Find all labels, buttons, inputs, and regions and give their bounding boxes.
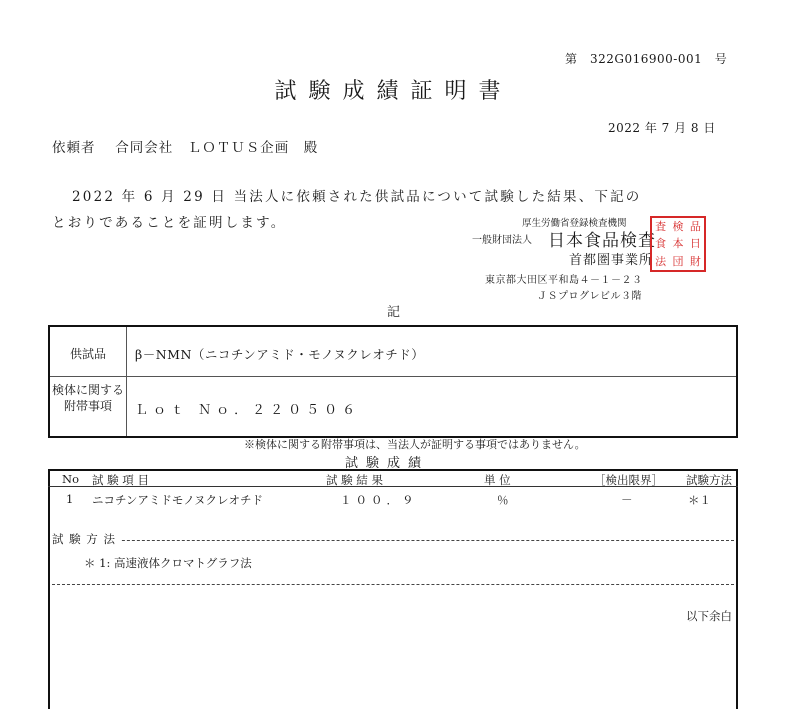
issuer-org-type: 一般財団法人 bbox=[472, 235, 532, 246]
header-no: No bbox=[62, 472, 79, 486]
row-item: ニコチンアミドモノヌクレオチド bbox=[92, 493, 264, 507]
header-limit: ［検出限界］ bbox=[594, 473, 663, 487]
sample-info-table bbox=[48, 325, 738, 438]
issue-date: 2022 年 7 月 8 日 bbox=[608, 121, 716, 135]
seal-char: 品 bbox=[689, 220, 701, 234]
method-label: 試 験 方 法 bbox=[52, 531, 120, 547]
header-method: 試験方法 bbox=[686, 473, 732, 487]
seal-char: 団 bbox=[672, 254, 684, 268]
header-item: 試 験 項 目 bbox=[92, 473, 149, 487]
seal-char: 検 bbox=[672, 220, 684, 234]
row-method: ＊１ bbox=[688, 493, 711, 507]
sample-label: 供試品 bbox=[70, 347, 107, 361]
page-title: 試験成績証明書 bbox=[274, 79, 513, 104]
row-unit: ％ bbox=[497, 493, 509, 507]
certificate-number: 第 322G016900-001 号 bbox=[565, 52, 728, 66]
header-result: 試 験 結 果 bbox=[326, 473, 383, 487]
issuer-building: ＪＳプログレビル３階 bbox=[537, 291, 642, 302]
disclaimer-note: ※検体に関する附帯事項は、当法人が証明する事項ではありません。 bbox=[244, 438, 586, 451]
seal-char: 食 bbox=[655, 237, 667, 251]
header-unit: 単 位 bbox=[484, 473, 511, 487]
seal-char: 査 bbox=[655, 220, 667, 234]
issuer-org-name: 日本食品検査 bbox=[548, 231, 656, 251]
body-text-line-2: とおりであることを証明します。 bbox=[52, 215, 287, 231]
seal-char: 日 bbox=[689, 237, 701, 251]
method-divider bbox=[52, 540, 734, 541]
seal-char: 法 bbox=[655, 254, 667, 268]
issuer-registration: 厚生労働省登録検査機関 bbox=[522, 218, 627, 229]
sample-column-divider bbox=[126, 327, 127, 436]
method-item: ＊ 1: 高速液体クロマトグラフ法 bbox=[84, 556, 252, 570]
remaining-blank-note: 以下余白 bbox=[686, 609, 732, 623]
issuer-office: 首都圏事業所 bbox=[569, 253, 654, 268]
body-text-line-1: 2022 年 6 月 29 日 当法人に依頼された供試品について試験した結果、下記の bbox=[72, 189, 642, 205]
official-seal-stamp bbox=[650, 216, 706, 272]
sample-value: β－NMN（ニコチンアミド・モノヌクレオチド） bbox=[135, 347, 425, 362]
specimen-label: 検体に関する附帯事項 bbox=[51, 383, 124, 413]
section-heading-ki: 記 bbox=[387, 305, 401, 320]
specimen-value: Ｌｏｔ Ｎｏ．２２０５０６ bbox=[135, 403, 361, 418]
method-end-divider bbox=[52, 584, 734, 585]
results-title: 試験成績 bbox=[345, 456, 430, 471]
client-name: 依頼者 合同会社 ＬＯＴＵＳ企画 殿 bbox=[52, 140, 319, 156]
row-no: 1 bbox=[66, 492, 74, 506]
seal-char: 財 bbox=[689, 254, 701, 268]
row-result: １００．９ bbox=[340, 493, 418, 507]
row-limit: － bbox=[621, 493, 633, 507]
seal-char: 本 bbox=[672, 237, 684, 251]
issuer-address: 東京都大田区平和島４－１－２３ bbox=[485, 275, 643, 286]
